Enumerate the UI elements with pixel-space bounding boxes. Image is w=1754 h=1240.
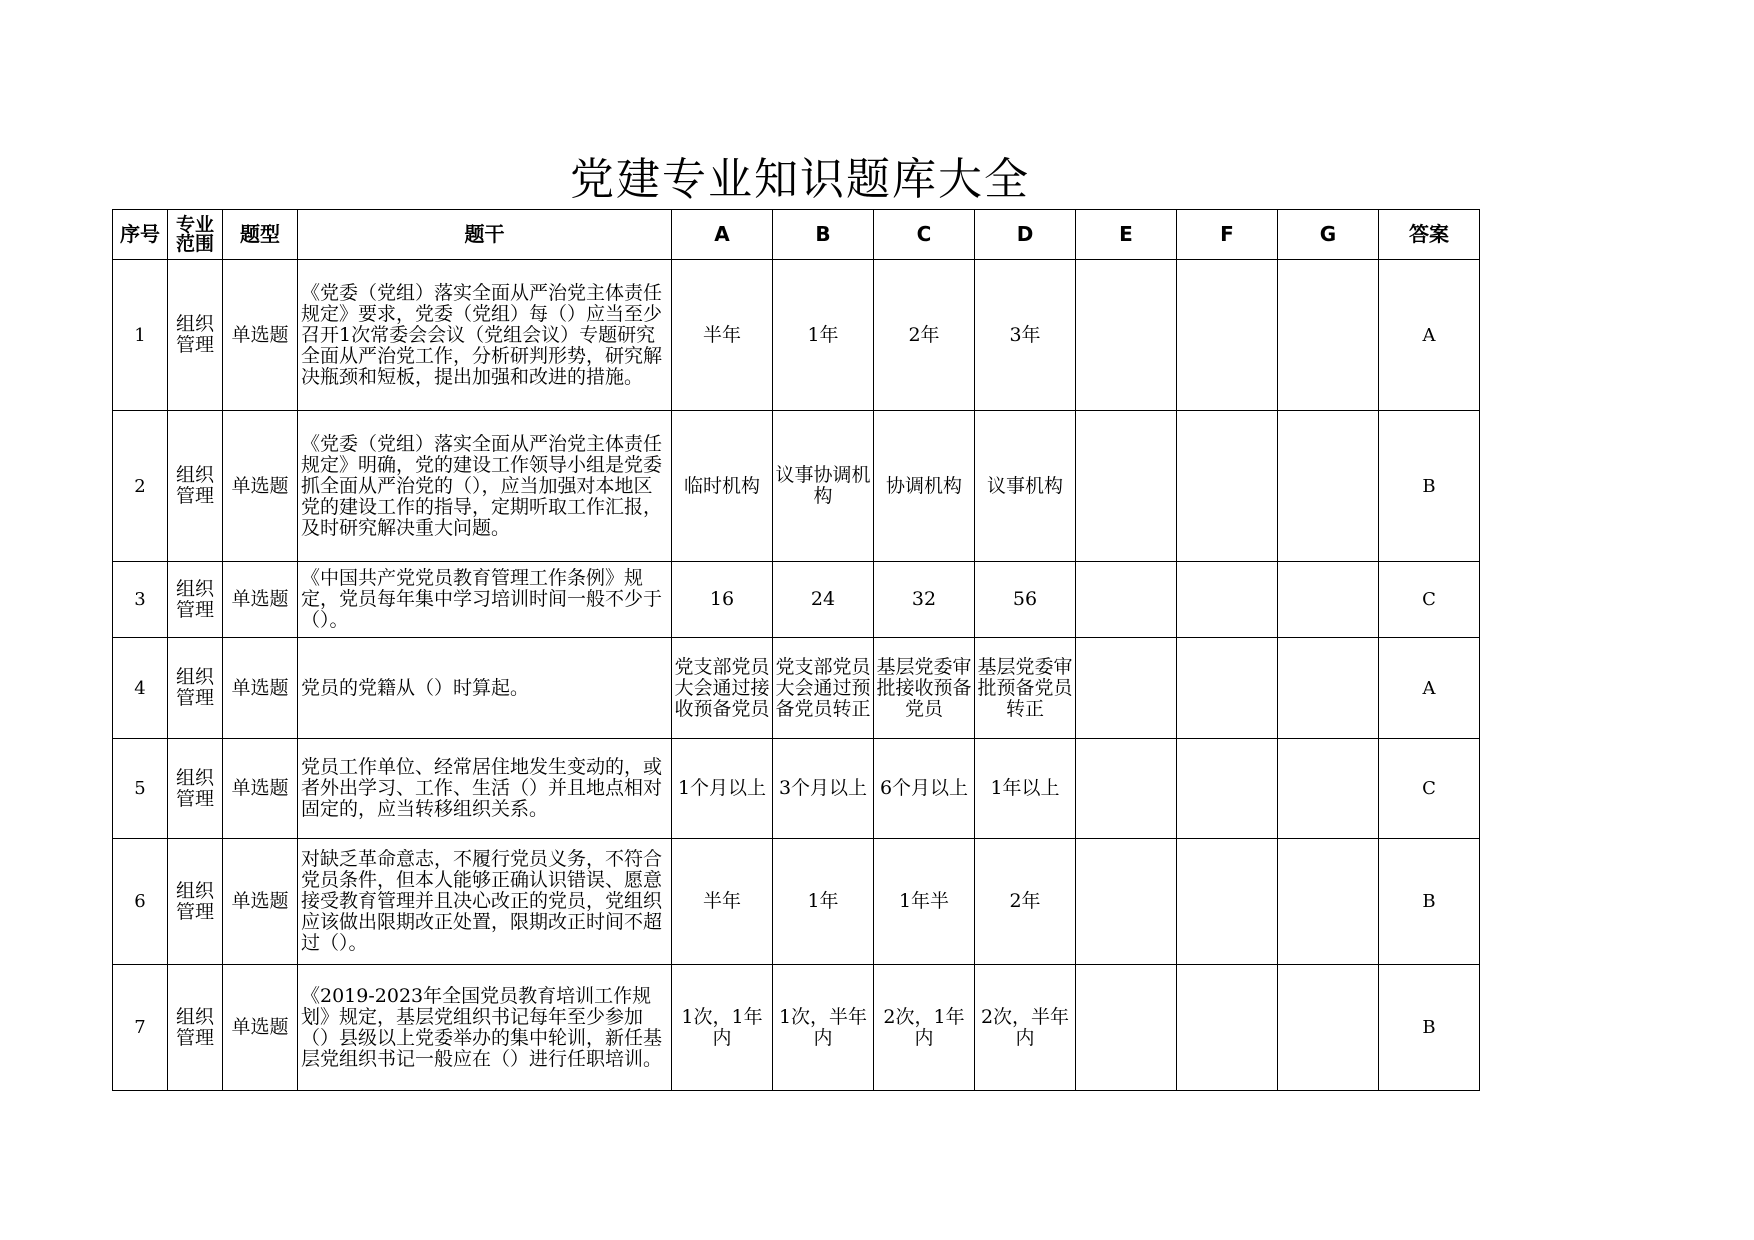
header-stem: 题干 xyxy=(298,210,672,260)
cell-answer: A xyxy=(1379,638,1480,739)
cell-option-b: 1年 xyxy=(773,839,874,965)
header-option-f: F xyxy=(1177,210,1278,260)
table-row xyxy=(113,411,1480,562)
cell-type: 单选题 xyxy=(223,638,298,739)
cell-option-a: 1次，1年内 xyxy=(672,965,773,1091)
header-type: 题型 xyxy=(223,210,298,260)
cell-stem: 《2019-2023年全国党员教育培训工作规划》规定，基层党组织书记每年至少参加（）县级以上党委举办的集中轮训，新任基层党组织书记一般应在（）进行任职培训。 xyxy=(298,965,672,1091)
table-row xyxy=(113,839,1480,965)
table-header xyxy=(113,210,1480,260)
cell-option-e xyxy=(1076,562,1177,638)
cell-type: 单选题 xyxy=(223,562,298,638)
header-no: 序号 xyxy=(113,210,168,260)
table-row xyxy=(113,739,1480,839)
cell-option-g xyxy=(1278,562,1379,638)
document-title: 党建专业知识题库大全 xyxy=(570,154,1030,205)
cell-option-f xyxy=(1177,839,1278,965)
cell-type: 单选题 xyxy=(223,839,298,965)
header-row xyxy=(113,210,1480,260)
cell-option-d: 议事机构 xyxy=(975,411,1076,562)
header-option-b: B xyxy=(773,210,874,260)
table-row xyxy=(113,260,1480,411)
cell-option-a: 半年 xyxy=(672,839,773,965)
header-scope: 专业范围 xyxy=(168,210,223,260)
cell-option-f xyxy=(1177,965,1278,1091)
cell-option-d: 56 xyxy=(975,562,1076,638)
cell-option-g xyxy=(1278,839,1379,965)
cell-option-b: 3个月以上 xyxy=(773,739,874,839)
cell-stem: 《党委（党组）落实全面从严治党主体责任规定》要求，党委（党组）每（）应当至少召开1次常委会会议（党组会议）专题研究全面从严治党工作，分析研判形势，研究解决瓶颈和短板，提出加强和改进的措施。 xyxy=(298,260,672,411)
cell-scope: 组织管理 xyxy=(168,965,223,1091)
table-row xyxy=(113,562,1480,638)
cell-option-f xyxy=(1177,739,1278,839)
cell-no: 7 xyxy=(113,965,168,1091)
cell-option-e xyxy=(1076,739,1177,839)
cell-no: 1 xyxy=(113,260,168,411)
header-option-a: A xyxy=(672,210,773,260)
cell-option-c: 2次，1年内 xyxy=(874,965,975,1091)
cell-option-f xyxy=(1177,260,1278,411)
cell-no: 6 xyxy=(113,839,168,965)
cell-option-e xyxy=(1076,411,1177,562)
cell-option-a: 党支部党员大会通过接收预备党员 xyxy=(672,638,773,739)
cell-type: 单选题 xyxy=(223,965,298,1091)
cell-answer: B xyxy=(1379,839,1480,965)
cell-scope: 组织管理 xyxy=(168,839,223,965)
table-body xyxy=(113,260,1480,1091)
cell-option-c: 协调机构 xyxy=(874,411,975,562)
cell-stem: 党员工作单位、经常居住地发生变动的，或者外出学习、工作、生活（）并且地点相对固定的，应当转移组织关系。 xyxy=(298,739,672,839)
cell-option-g xyxy=(1278,965,1379,1091)
cell-type: 单选题 xyxy=(223,411,298,562)
cell-scope: 组织管理 xyxy=(168,260,223,411)
cell-no: 4 xyxy=(113,638,168,739)
cell-option-a: 1个月以上 xyxy=(672,739,773,839)
header-answer: 答案 xyxy=(1379,210,1480,260)
cell-option-a: 临时机构 xyxy=(672,411,773,562)
cell-option-e xyxy=(1076,965,1177,1091)
cell-answer: B xyxy=(1379,965,1480,1091)
cell-stem: 党员的党籍从（）时算起。 xyxy=(298,638,672,739)
cell-answer: B xyxy=(1379,411,1480,562)
cell-no: 5 xyxy=(113,739,168,839)
cell-option-a: 16 xyxy=(672,562,773,638)
cell-option-f xyxy=(1177,411,1278,562)
table-row xyxy=(113,638,1480,739)
cell-no: 2 xyxy=(113,411,168,562)
cell-option-g xyxy=(1278,260,1379,411)
cell-scope: 组织管理 xyxy=(168,562,223,638)
cell-option-e xyxy=(1076,260,1177,411)
cell-answer: C xyxy=(1379,562,1480,638)
cell-option-e xyxy=(1076,839,1177,965)
cell-option-c: 1年半 xyxy=(874,839,975,965)
cell-option-b: 1年 xyxy=(773,260,874,411)
cell-no: 3 xyxy=(113,562,168,638)
table-row xyxy=(113,965,1480,1091)
cell-option-d: 基层党委审批预备党员转正 xyxy=(975,638,1076,739)
cell-option-d: 2次，半年内 xyxy=(975,965,1076,1091)
cell-type: 单选题 xyxy=(223,260,298,411)
cell-option-b: 24 xyxy=(773,562,874,638)
cell-option-c: 32 xyxy=(874,562,975,638)
cell-option-f xyxy=(1177,638,1278,739)
cell-stem: 《党委（党组）落实全面从严治党主体责任规定》明确，党的建设工作领导小组是党委抓全面从严治党的（），应当加强对本地区党的建设工作的指导，定期听取工作汇报，及时研究解决重大问题。 xyxy=(298,411,672,562)
cell-option-d: 2年 xyxy=(975,839,1076,965)
cell-option-b: 1次，半年内 xyxy=(773,965,874,1091)
header-option-g: G xyxy=(1278,210,1379,260)
cell-option-c: 2年 xyxy=(874,260,975,411)
cell-option-e xyxy=(1076,638,1177,739)
cell-option-c: 基层党委审批接收预备党员 xyxy=(874,638,975,739)
cell-answer: C xyxy=(1379,739,1480,839)
cell-option-d: 3年 xyxy=(975,260,1076,411)
cell-option-d: 1年以上 xyxy=(975,739,1076,839)
cell-answer: A xyxy=(1379,260,1480,411)
cell-option-g xyxy=(1278,411,1379,562)
cell-stem: 《中国共产党党员教育管理工作条例》规定，党员每年集中学习培训时间一般不少于（）。 xyxy=(298,562,672,638)
header-option-c: C xyxy=(874,210,975,260)
cell-scope: 组织管理 xyxy=(168,638,223,739)
cell-option-g xyxy=(1278,739,1379,839)
cell-option-c: 6个月以上 xyxy=(874,739,975,839)
cell-option-g xyxy=(1278,638,1379,739)
cell-type: 单选题 xyxy=(223,739,298,839)
cell-option-f xyxy=(1177,562,1278,638)
question-bank-table xyxy=(112,209,1480,1091)
header-option-d: D xyxy=(975,210,1076,260)
cell-option-b: 议事协调机构 xyxy=(773,411,874,562)
cell-scope: 组织管理 xyxy=(168,411,223,562)
header-option-e: E xyxy=(1076,210,1177,260)
cell-option-a: 半年 xyxy=(672,260,773,411)
cell-scope: 组织管理 xyxy=(168,739,223,839)
cell-option-b: 党支部党员大会通过预备党员转正 xyxy=(773,638,874,739)
cell-stem: 对缺乏革命意志，不履行党员义务，不符合党员条件，但本人能够正确认识错误、愿意接受教育管理并且决心改正的党员，党组织应该做出限期改正处置，限期改正时间不超过（）。 xyxy=(298,839,672,965)
